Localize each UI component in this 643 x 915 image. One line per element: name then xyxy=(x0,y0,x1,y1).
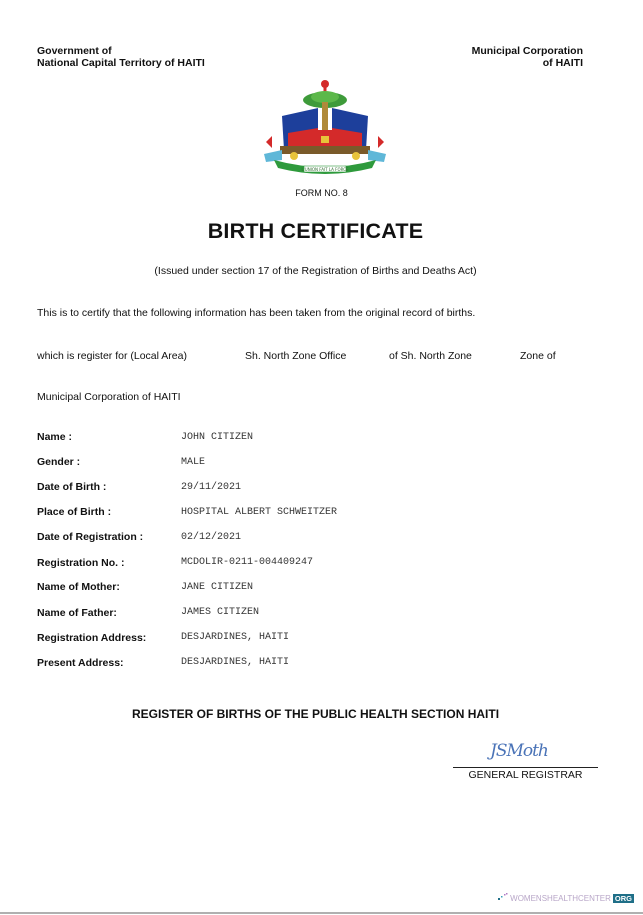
field-label-father: Name of Father: xyxy=(37,607,117,619)
dots-logo-icon xyxy=(498,893,508,903)
field-label-gender: Gender : xyxy=(37,456,81,468)
signature: JSMoth xyxy=(490,741,548,761)
local-area-zone: of Sh. North Zone xyxy=(389,350,472,362)
issuer-left-line2: National Capital Territory of HAITI xyxy=(37,57,205,69)
field-label-registration-no: Registration No. : xyxy=(37,557,125,569)
local-area-office: Sh. North Zone Office xyxy=(245,350,347,362)
svg-text:L'UNION FAIT LA FORCE: L'UNION FAIT LA FORCE xyxy=(301,166,349,172)
field-value-name: JOHN CITIZEN xyxy=(181,432,254,443)
coat-of-arms-icon xyxy=(262,78,388,180)
field-value-father: JAMES CITIZEN xyxy=(181,607,260,618)
signature-line xyxy=(453,767,598,768)
form-number: FORM NO. 8 xyxy=(295,188,348,198)
issuer-right-line2: of HAITI xyxy=(542,57,583,69)
watermark xyxy=(498,893,634,903)
field-value-registration-no: MCDOLIR-0211-004409247 xyxy=(181,557,314,568)
issuer-left xyxy=(37,45,205,69)
signatory-title: GENERAL REGISTRAR xyxy=(468,769,583,781)
certify-statement: This is to certify that the following information has been taken from the original record of births. xyxy=(37,307,476,319)
field-label-mother: Name of Mother: xyxy=(37,581,120,593)
local-area-corporation: Municipal Corporation of HAITI xyxy=(37,391,181,403)
issuer-left-line1: Government of xyxy=(37,45,112,57)
page-bottom-border xyxy=(0,912,643,914)
field-value-registration-address: DESJARDINES, HAITI xyxy=(181,632,290,643)
field-value-date-of-birth: 29/11/2021 xyxy=(181,482,242,493)
local-area-prefix: which is register for (Local Area) xyxy=(37,350,187,362)
issuer-right xyxy=(472,45,583,69)
field-value-mother: JANE CITIZEN xyxy=(181,582,254,593)
field-label-present-address: Present Address: xyxy=(37,657,124,669)
field-label-registration-address: Registration Address: xyxy=(37,632,147,644)
field-value-present-address: DESJARDINES, HAITI xyxy=(181,657,290,668)
register-statement: REGISTER OF BIRTHS OF THE PUBLIC HEALTH SECTION HAITI xyxy=(131,707,500,721)
field-value-date-of-registration: 02/12/2021 xyxy=(181,532,242,543)
field-label-date-of-registration: Date of Registration : xyxy=(37,531,144,543)
issuer-right-line1: Municipal Corporation xyxy=(471,45,583,57)
field-label-place-of-birth: Place of Birth : xyxy=(37,506,112,518)
field-value-gender: MALE xyxy=(181,457,206,468)
local-area-zone-of: Zone of xyxy=(520,350,556,362)
field-value-place-of-birth: HOSPITAL ALBERT SCHWEITZER xyxy=(181,507,338,518)
field-label-name: Name : xyxy=(37,431,73,443)
watermark-badge: ORG xyxy=(614,893,632,903)
document-title: BIRTH CERTIFICATE xyxy=(207,219,424,243)
field-label-date-of-birth: Date of Birth : xyxy=(37,481,107,493)
watermark-text: WOMENSHEALTHCENTER xyxy=(510,893,611,903)
document-subtitle: (Issued under section 17 of the Registration of Births and Deaths Act) xyxy=(154,265,477,277)
